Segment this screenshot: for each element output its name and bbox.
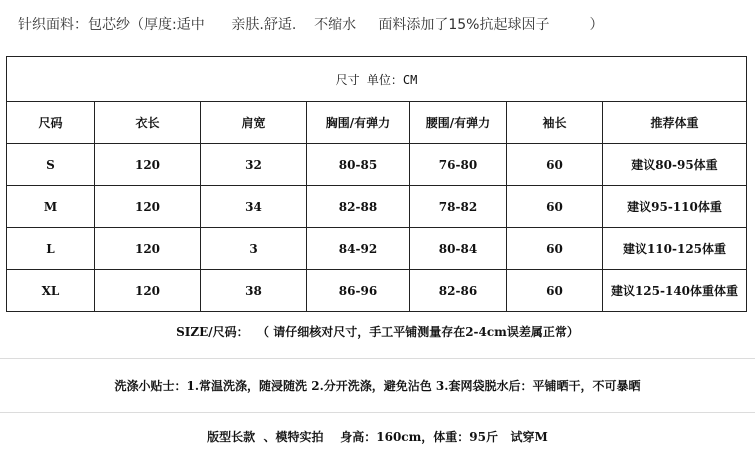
- table-cell: 60: [507, 228, 603, 269]
- table-cell: S: [7, 144, 95, 185]
- header-length: 衣长: [95, 102, 201, 143]
- table-cell: 82-88: [307, 186, 410, 227]
- table-cell: 120: [95, 186, 201, 227]
- table-cell: 78-82: [410, 186, 507, 227]
- table-cell: 80-84: [410, 228, 507, 269]
- table-cell: 建议110-125体重: [622, 242, 727, 256]
- table-cell: 建议125-140体重体重: [610, 284, 739, 298]
- table-cell: XL: [7, 270, 95, 311]
- divider: [0, 358, 755, 359]
- table-cell: 60: [507, 186, 603, 227]
- table-row: [7, 186, 746, 228]
- table-cell: 120: [95, 144, 201, 185]
- table-cell: 82-86: [410, 270, 507, 311]
- table-cell: M: [7, 186, 95, 227]
- table-row: [7, 270, 746, 311]
- table-row: [7, 228, 746, 270]
- table-cell: 建议95-110体重: [627, 200, 722, 214]
- header-chest: 胸围/有弹力: [307, 102, 410, 143]
- table-cell: 3: [201, 228, 307, 269]
- table-cell: 84-92: [307, 228, 410, 269]
- model-info: 版型长款 、模特实拍 身高：160cm，体重：95斤 试穿M: [207, 430, 548, 444]
- size-table: [6, 56, 747, 312]
- divider: [0, 412, 755, 413]
- table-cell: 34: [201, 186, 307, 227]
- header-waist: 腰围/有弹力: [410, 102, 507, 143]
- header-sleeve: 袖长: [507, 102, 603, 143]
- table-cell: 80-85: [307, 144, 410, 185]
- table-header-row: [7, 102, 746, 144]
- size-note: SIZE/尺码： （ 请仔细核对尺寸，手工平铺测量存在2-4cm误差属正常）: [176, 325, 579, 339]
- table-row: [7, 144, 746, 186]
- table-cell: 120: [95, 228, 201, 269]
- table-cell: 60: [507, 270, 603, 311]
- table-cell: 建议80-95体重: [631, 158, 718, 172]
- header-weight: 推荐体重: [650, 116, 699, 130]
- washing-tips: 洗涤小贴士：1.常温洗涤，随浸随洗 2.分开洗涤，避免沾色 3.套网袋脱水后：平铺晒干，不可暴晒: [114, 379, 641, 393]
- table-cell: 32: [201, 144, 307, 185]
- table-cell: 86-96: [307, 270, 410, 311]
- size-table-title: 尺寸 单位：CM: [7, 57, 746, 102]
- table-cell: L: [7, 228, 95, 269]
- table-cell: 120: [95, 270, 201, 311]
- table-cell: 60: [507, 144, 603, 185]
- table-cell: 38: [201, 270, 307, 311]
- table-cell: 76-80: [410, 144, 507, 185]
- header-size: 尺码: [7, 102, 95, 143]
- header-shoulder: 肩宽: [201, 102, 307, 143]
- fabric-description: 针织面料：包芯纱（厚度:适中 亲肤.舒适. 不缩水 面料添加了15%抗起球因子 ）: [18, 17, 604, 33]
